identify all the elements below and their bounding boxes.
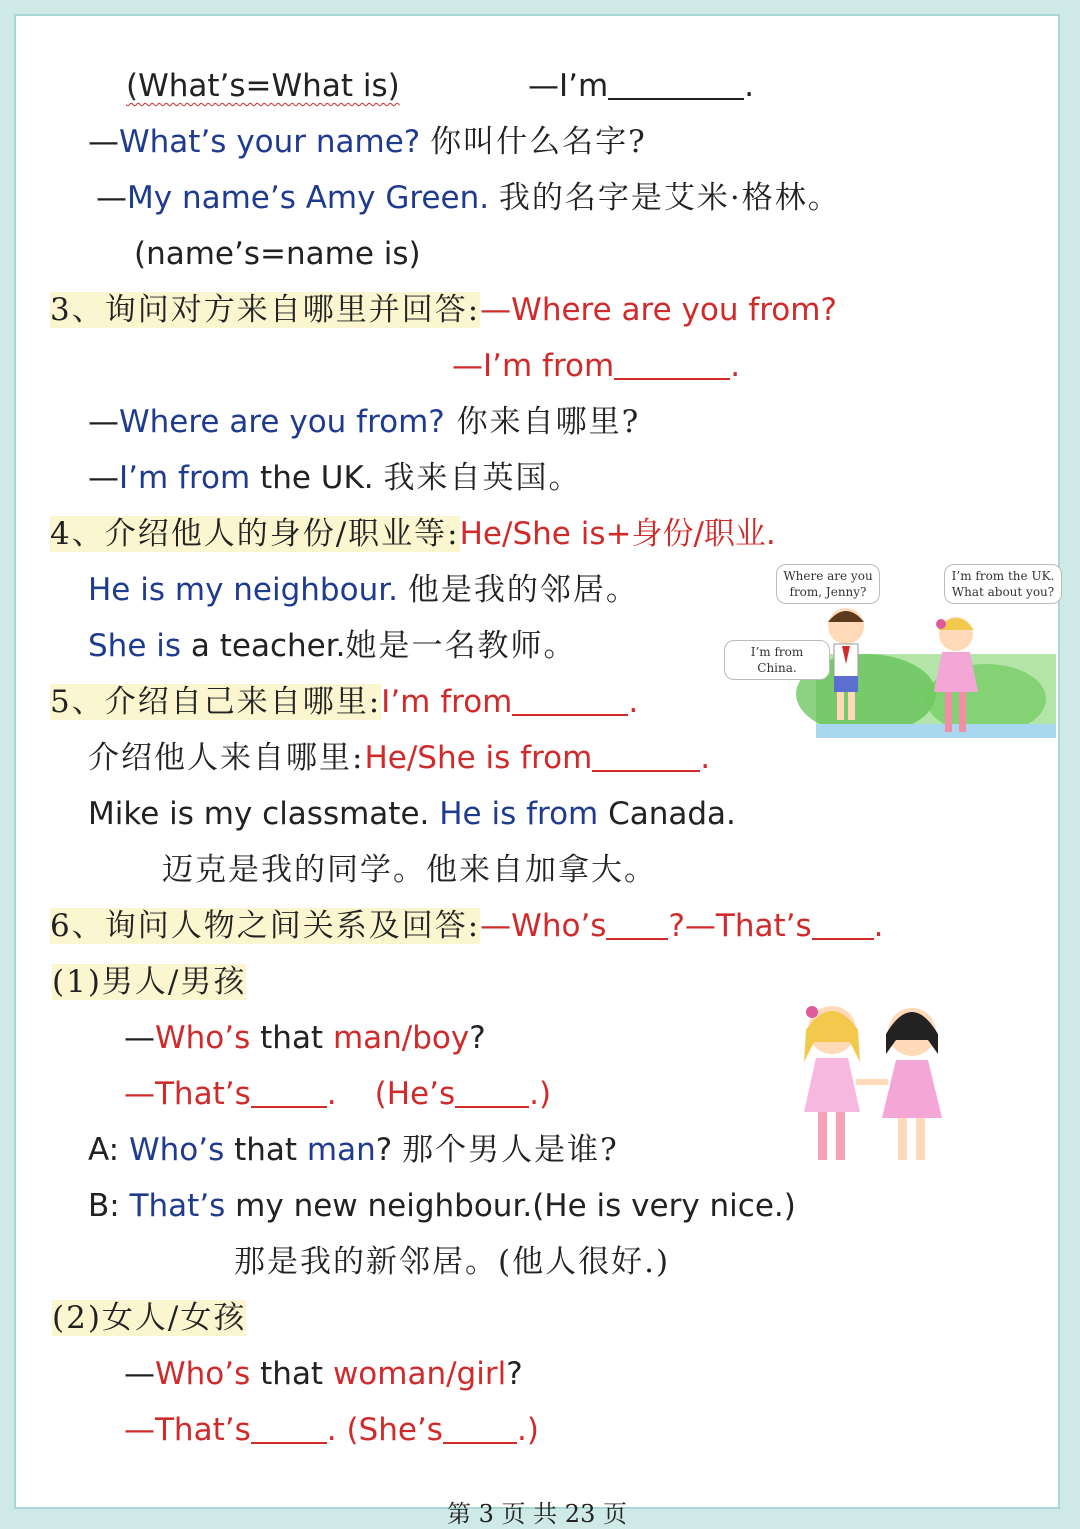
line-dialog-b-cn [234,1240,670,1284]
text-run: 你来自哪里? [444,404,641,440]
text-run: — [88,124,119,160]
text-run: (2)女人/女孩 [52,1300,247,1336]
text-run: 4、介绍他人的身份/职业等: [50,516,460,552]
text-run: 你叫什么名字? [430,124,647,160]
fill-blank [608,68,744,100]
text-run: —I’m [528,68,609,104]
text-run: 我来自英国。 [383,460,582,496]
illustration-kids-talking [716,564,1056,754]
text-run: . [744,68,755,104]
text-run: — [88,404,119,440]
line-who-woman-girl [124,1352,523,1396]
text-run: Who’s [155,1356,251,1392]
text-run: 迈克是我的同学。他来自加拿大。 [162,852,657,888]
line-whats-your-name [88,120,647,164]
text-run: — [96,180,127,216]
text-run: a teacher. [181,628,346,664]
line-names-abbrev: (name’s=name is) [134,236,421,272]
text-run: Who’s [128,1132,225,1168]
line-thats-shes [124,1408,539,1452]
text-run: — [124,1356,155,1392]
text-run: —I’m from [452,348,615,384]
text-run: . [873,908,884,944]
text-run: (He’s [374,1076,456,1112]
text-run: Mike is my classmate. [88,796,440,832]
text-run: Where are you from? [119,404,445,440]
text-run: . [326,1076,337,1112]
fill-blank [251,1412,327,1444]
fill-blank [812,908,874,940]
text-run: A: [88,1132,129,1168]
text-run: .) [516,1412,539,1448]
speech-bubble-china: I’m from China. [724,640,830,680]
fill-blank [614,348,730,380]
subsection-1 [52,960,246,1004]
text-run: the UK. [250,460,384,496]
text-run: ? [469,1020,486,1056]
text-run: He/She is from [364,740,593,776]
text-run: 我的名字是艾米·格林。 [498,180,841,216]
illustration-girls [772,982,962,1182]
line-where-from [88,400,640,444]
section-6-heading [50,904,884,948]
line-teacher [88,624,576,668]
text-run: I’m from [119,460,251,496]
text-run: He/She is+身份/职业. [459,516,776,552]
text-run: 她是一名教师。 [345,628,577,664]
girls-graphic [772,982,962,1182]
speech-bubble-answer: I’m from the UK. What about you? [944,564,1062,604]
line-mike-cn [162,848,657,892]
text-run: . [730,348,741,384]
text-run: He is [88,572,166,608]
text-run: woman/girl [332,1356,507,1392]
section-3-heading [50,288,837,332]
text-run: 他是我的邻居。 [407,572,639,608]
text-run: 那是我的新邻居。(他人很好.) [234,1244,671,1280]
line-dialog-b [88,1184,796,1228]
fill-blank [606,908,668,940]
section-3-answer [452,344,740,388]
text-run: my new neighbour.(He is very nice.) [225,1188,796,1224]
line-im-blank [528,64,754,108]
line-neighbour [88,568,639,612]
text-run: — [124,1020,155,1056]
text-run: man/boy [332,1020,470,1056]
line-mike [88,792,736,836]
line-my-name [96,176,841,220]
text-run: . [628,684,639,720]
text-run: My name’s [127,180,296,216]
text-run: ? [506,1356,523,1392]
text-run: 6、询问人物之间关系及回答: [50,908,481,944]
text-run: Amy Green. [295,180,499,216]
line-who-man-boy [124,1016,486,1060]
text-run: 5、介绍自己来自哪里: [50,684,382,720]
text-run: ? [375,1132,403,1168]
line-others-from [88,736,710,780]
section-5-heading [50,680,638,724]
text-run: 介绍他人来自哪里: [88,740,365,776]
fill-blank [455,1076,529,1108]
fill-blank [443,1412,517,1444]
text-run: — [88,460,119,496]
line-whats-abbrev [126,64,400,108]
text-run: . [700,740,711,776]
text-run: —That’s [124,1412,251,1448]
text-run: B: [88,1188,130,1224]
text-run: . (She’s [326,1412,443,1448]
line-dialog-a [88,1128,619,1172]
text-run: that [250,1020,333,1056]
text-run: my neighbour. [165,572,408,608]
fill-blank [592,740,700,772]
section-4-heading [50,512,776,556]
text-run: What’s [119,124,227,160]
text-run: 那个男人是谁? [402,1132,619,1168]
text-run: .) [529,1076,552,1112]
text-run: Who’s [155,1020,251,1056]
text-run: Canada. [598,796,736,832]
text-run: —Who’s [480,908,607,944]
text-run: ?—That’s [668,908,812,944]
document-page [14,14,1060,1528]
fill-blank [512,684,628,716]
page-number: 第 3 页 共 23 页 [447,1500,627,1528]
text-run: man [306,1132,376,1168]
text-run: —Where are you from? [480,292,837,328]
text-run: —That’s [124,1076,251,1112]
text-run: that [250,1356,333,1392]
whats-abbrev: (What’s=What is) [126,68,400,104]
text-run: (1)男人/男孩 [52,964,247,1000]
text-run: your name? [226,124,431,160]
text-run: that [224,1132,307,1168]
text-run: 3、询问对方来自哪里并回答: [50,292,481,328]
text-run: He is from [439,796,599,832]
subsection-2 [52,1296,246,1340]
fill-blank [251,1076,327,1108]
text-run: That’s [129,1188,226,1224]
text-run: I’m from [381,684,513,720]
speech-bubble-question: Where are you from, Jenny? [776,564,880,604]
text-run: She is [88,628,182,664]
line-im-from-uk [88,456,582,500]
line-thats-hes [124,1072,551,1116]
